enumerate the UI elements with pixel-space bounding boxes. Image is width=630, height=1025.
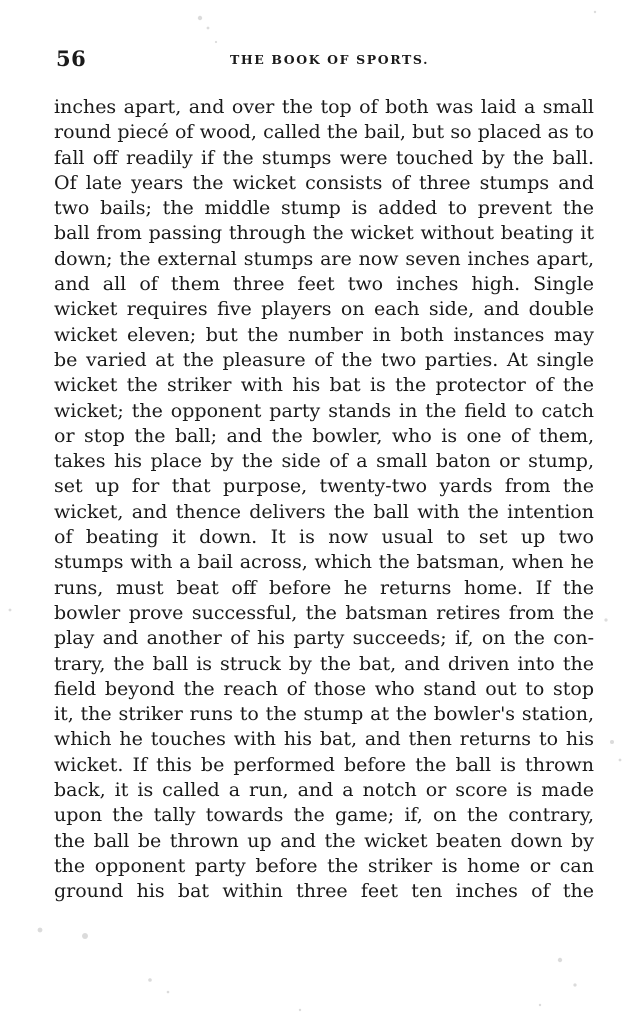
text-line: ball from passing through the wicket without beating it: [54, 222, 594, 245]
text-line: wicket. If this be performed before the ball is thrown: [54, 753, 594, 776]
text-line: down; the external stumps are now seven inches apart,: [54, 247, 594, 270]
text-line: play and another of his party succeeds; if, on the con-: [54, 627, 594, 650]
text-line: takes his place by the side of a small baton or stump,: [54, 450, 594, 473]
text-line: which he touches with his bat, and then returns to his: [54, 728, 594, 751]
page-number: 56: [56, 46, 87, 71]
text-line: wicket, and thence delivers the ball with the intention: [54, 500, 594, 523]
text-line: the ball be thrown up and the wicket beaten down by: [54, 829, 594, 852]
text-line: round piecé of wood, called the bail, but so placed as to: [54, 121, 594, 144]
text-line: upon the tally towards the game; if, on the contrary,: [54, 804, 594, 827]
running-head: THE BOOK OF SPORTS.: [230, 52, 430, 67]
text-line last: ground his bat within three feet ten inches of the: [54, 880, 594, 903]
text-line: and all of them three feet two inches high. Single: [54, 273, 594, 296]
text-line: fall off readily if the stumps were touched by the ball.: [54, 146, 594, 169]
text-line: it, the striker runs to the stump at the bowler's station,: [54, 703, 594, 726]
text-line: wicket the striker with his bat is the protector of the: [54, 374, 594, 397]
text-line: wicket; the opponent party stands in the field to catch: [54, 399, 594, 422]
text-line: field beyond the reach of those who stand out to stop: [54, 677, 594, 700]
text-line: inches apart, and over the top of both was laid a small: [54, 96, 594, 118]
text-line: or stop the ball; and the bowler, who is one of them,: [54, 424, 594, 447]
body-text: [54, 95, 594, 905]
text-line: runs, must beat off before he returns home. If the: [54, 576, 594, 599]
text-line: of beating it down. It is now usual to set up two: [54, 526, 594, 549]
text-line: be varied at the pleasure of the two parties. At single: [54, 348, 594, 371]
text-line: trary, the ball is struck by the bat, and driven into the: [54, 652, 594, 675]
text-line: two bails; the middle stump is added to prevent the: [54, 197, 594, 220]
text-line: stumps with a bail across, which the batsman, when he: [54, 551, 594, 574]
text-line: wicket eleven; but the number in both instances may: [54, 323, 594, 346]
text-line: set up for that purpose, twenty-two yards from the: [54, 475, 594, 498]
text-line: the opponent party before the striker is home or can: [54, 854, 594, 877]
text-line: Of late years the wicket consists of three stumps and: [54, 171, 594, 194]
text-line: back, it is called a run, and a notch or score is made: [54, 779, 594, 802]
text-line: bowler prove successful, the batsman retires from the: [54, 601, 594, 624]
text-line: wicket requires five players on each side, and double: [54, 298, 594, 321]
